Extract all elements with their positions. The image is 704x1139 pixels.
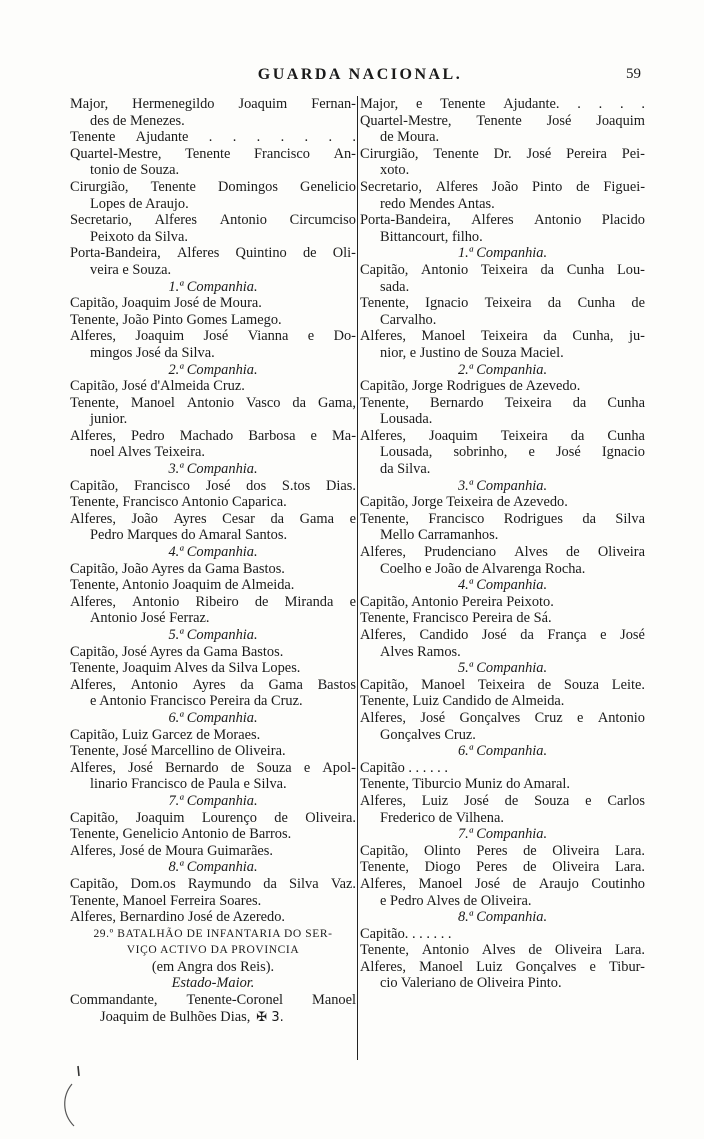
text-line: Mello Carramanhos. [380, 527, 499, 544]
text-line: de Moura. [380, 129, 440, 146]
section-heading: Estado-Maior. [171, 975, 255, 992]
text-line: Capitão, José d'Almeida Cruz. [70, 378, 245, 395]
text-line: Tenente, Manoel Antonio Vasco da Gama, [70, 394, 356, 411]
text-line: Tenente, Antonio Joaquim de Almeida. [70, 577, 295, 594]
text-line: Tenente, Genelicio Antonio de Barros. [70, 826, 292, 843]
text-line: Quartel-Mestre, Tenente Francisco An- [70, 145, 356, 162]
column-divider [357, 96, 358, 1060]
section-heading: 7.ª Companhia. [457, 826, 548, 843]
text-line: Cirurgião, Tenente Domingos Genelicio [70, 178, 356, 195]
text-line: Tenente, Antonio Alves de Oliveira Lara. [360, 942, 645, 959]
text-line: e Pedro Alves de Oliveira. [380, 892, 532, 909]
section-heading: 6.ª Companhia. [457, 743, 548, 760]
text-line: Tenente, João Pinto Gomes Lamego. [70, 311, 282, 328]
text-line: Capitão, Francisco José dos S.tos Dias. [70, 477, 356, 494]
text-line: da Silva. [380, 461, 431, 478]
text-line: Alferes, José de Moura Guimarães. [70, 842, 274, 859]
text-line: xoto. [380, 162, 410, 179]
text-line: Peixoto da Silva. [90, 228, 188, 245]
page-number: 59 [626, 66, 641, 82]
text-line: junior. [90, 411, 128, 428]
section-heading: 3.ª Companhia. [168, 461, 258, 478]
pencil-mark [60, 1062, 90, 1132]
right-column [360, 96, 645, 992]
text-line: Alferes, Candido José da França e José [360, 627, 645, 643]
section-heading: 6.ª Companhia. [168, 709, 258, 726]
text-line: Alferes, Pedro Machado Barbosa e Ma- [70, 427, 356, 444]
text-line: Antonio José Ferraz. [90, 610, 210, 627]
text-line: Capitão. . . . . . . [360, 925, 452, 942]
text-line: Tenente, Luiz Candido de Almeida. [360, 693, 565, 710]
text-line: Lopes de Araujo. [90, 195, 189, 212]
text-line: Alferes, Manoel Teixeira da Cunha, ju- [360, 328, 645, 345]
text-line: e Antonio Francisco Pereira da Cruz. [90, 693, 303, 710]
section-heading: 2.ª Companhia. [168, 361, 258, 378]
text-line: Tenente, Francisco Rodrigues da Silva [360, 510, 645, 527]
text-line: linario Francisco de Paula e Silva. [90, 776, 287, 793]
text-line: Capitão, Manoel Teixeira de Souza Leite. [360, 676, 645, 693]
text-line: Secretario, Alferes Antonio Circumciso [70, 212, 356, 229]
section-heading: 7.ª Companhia. [168, 792, 258, 809]
text-line: Major, Hermenegildo Joaquim Fernan- [70, 96, 356, 112]
section-heading: 1.ª Companhia. [457, 245, 548, 262]
text-line: Alves Ramos. [380, 643, 461, 660]
text-line: Tenente, Francisco Pereira de Sá. [360, 610, 552, 627]
text-line: Capitão, João Ayres da Gama Bastos. [70, 560, 285, 577]
text-line: Lousada, sobrinho, e José Ignacio [380, 444, 645, 461]
text-line: cio Valeriano de Oliveira Pinto. [380, 975, 562, 992]
text-line: Tenente Ajudante . . . . . . . [70, 129, 356, 146]
left-column [70, 96, 356, 1026]
text-line: Bittancourt, filho. [380, 228, 483, 245]
text-line: redo Mendes Antas. [380, 195, 495, 212]
text-line: Capitão, Jorge Rodrigues de Azevedo. [360, 378, 581, 395]
text-line: Tenente, Tiburcio Muniz do Amaral. [360, 776, 571, 793]
text-line: Porta-Bandeira, Alferes Quintino de Oli- [70, 245, 356, 262]
text-line: Tenente, Francisco Antonio Caparica. [70, 494, 287, 511]
section-heading: 5.ª Companhia. [457, 660, 548, 677]
text-line: Capitão, Joaquim Lourenço de Oliveira. [70, 809, 356, 826]
text-line: Alferes, Bernardino José de Azeredo. [70, 909, 285, 926]
section-heading: 8.ª Companhia. [168, 859, 258, 876]
text-line: Capitão, Antonio Teixeira da Cunha Lou- [360, 261, 645, 278]
text-line: veira e Souza. [90, 261, 172, 278]
text-line: Carvalho. [380, 311, 437, 328]
text-line: Capitão, Dom.os Raymundo da Silva Vaz. [70, 875, 356, 892]
text-line: Joaquim de Bulhões Dias, ✠ 3. [100, 1008, 284, 1025]
text-line: Alferes, José Gonçalves Cruz e Antonio [360, 709, 645, 726]
text-line: Tenente, José Marcellino de Oliveira. [70, 743, 286, 760]
text-line: des de Menezes. [90, 112, 185, 129]
text-line: Tenente, Manoel Ferreira Soares. [70, 892, 262, 909]
text-line: Alferes, João Ayres Cesar da Gama e [70, 510, 356, 527]
text-line: tonio de Souza. [90, 162, 180, 179]
text-line: Capitão, Jorge Teixeira de Azevedo. [360, 494, 568, 511]
text-line: Tenente, Joaquim Alves da Silva Lopes. [70, 660, 301, 677]
text-line: Alferes, Joaquim José Vianna e Do- [70, 328, 356, 345]
section-heading: 3.ª Companhia. [457, 477, 548, 494]
text-line: Tenente, Bernardo Teixeira da Cunha [360, 394, 645, 411]
text-line: Alferes, Manoel Luiz Gonçalves e Tibur- [360, 958, 645, 975]
text-line: Tenente, Diogo Peres de Oliveira Lara. [360, 859, 645, 876]
text-line: Alferes, José Bernardo de Souza e Apol- [70, 759, 356, 776]
text-line: Gonçalves Cruz. [380, 726, 476, 743]
text-line: Alferes, Antonio Ribeiro de Miranda e [70, 593, 356, 610]
text-line: (em Angra dos Reis). [151, 958, 275, 975]
text-line: Tenente, Ignacio Teixeira da Cunha de [360, 295, 645, 312]
text-line: Capitão . . . . . . [360, 759, 448, 776]
section-heading: 4.ª Companhia. [168, 544, 258, 561]
text-line: Alferes, Manoel José de Araujo Coutinho [360, 875, 645, 892]
text-line: Alferes, Antonio Ayres da Gama Bastos [70, 676, 356, 693]
text-line: nior, e Justino de Souza Maciel. [380, 344, 564, 361]
section-heading: 2.ª Companhia. [457, 361, 548, 378]
text-line: Coelho e João de Alvarenga Rocha. [380, 560, 586, 577]
text-line: sada. [380, 278, 410, 295]
text-line: Pedro Marques do Amaral Santos. [90, 527, 288, 544]
text-line: Commandante, Tenente-Coronel Manoel [70, 992, 356, 1009]
text-line: Cirurgião, Tenente Dr. José Pereira Pei- [360, 145, 645, 162]
order-cross-icon: ✠ 3. [256, 1009, 284, 1025]
section-heading: 1.ª Companhia. [168, 278, 258, 295]
text-line: Capitão, Luiz Garcez de Moraes. [70, 726, 261, 743]
text-line: Capitão, Olinto Peres de Oliveira Lara. [360, 842, 645, 859]
text-line: Alferes, Prudenciano Alves de Oliveira [360, 544, 645, 561]
section-heading: 4.ª Companhia. [457, 577, 548, 594]
text-line: Porta-Bandeira, Alferes Antonio Placido [360, 212, 645, 229]
section-heading: 5.ª Companhia. [168, 627, 258, 643]
text-line: Lousada. [380, 411, 433, 428]
running-header-title: GUARDA NACIONAL. [257, 66, 463, 83]
text-line: 29.º BATALHÃO DE INFANTARIA DO SER- [93, 927, 333, 940]
text-line: Capitão, José Ayres da Gama Bastos. [70, 643, 284, 660]
text-line: Alferes, Luiz José de Souza e Carlos [360, 792, 645, 809]
text-line: Major, e Tenente Ajudante. . . . . [360, 96, 645, 112]
text-line: mingos José da Silva. [90, 344, 215, 361]
text-line: Quartel-Mestre, Tenente José Joaquim [360, 112, 645, 129]
text-line: Capitão, Antonio Pereira Peixoto. [360, 593, 554, 610]
text-line: Alferes, Joaquim Teixeira da Cunha [360, 427, 645, 444]
text-line: Capitão, Joaquim José de Moura. [70, 295, 262, 312]
text-line: Frederico de Vilhena. [380, 809, 504, 826]
section-heading: 8.ª Companhia. [457, 909, 548, 926]
text-line: noel Alves Teixeira. [90, 444, 206, 461]
text-line: Secretario, Alferes João Pinto de Figuei- [360, 178, 645, 195]
text-line: VIÇO ACTIVO DA PROVINCIA [126, 944, 300, 957]
